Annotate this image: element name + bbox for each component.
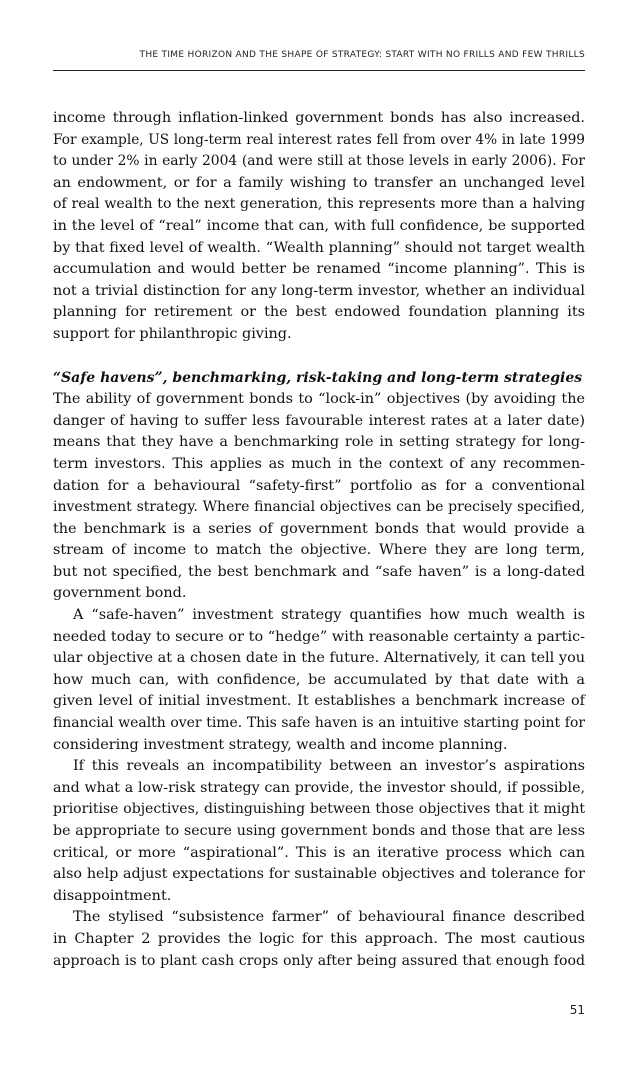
text-line: investment strategy. Where financial objectives can be precisely specified, bbox=[53, 499, 585, 516]
text-line: in Chapter 2 provides the logic for this approach. The most cautious bbox=[53, 930, 585, 947]
text-line: disappointment. bbox=[53, 887, 172, 904]
text-line: by that fixed level of wealth. “Wealth planning” should not target wealth bbox=[53, 239, 585, 256]
text-line: government bond. bbox=[53, 585, 187, 602]
text-line: how much can, with confidence, be accumulated by that date with a bbox=[53, 671, 585, 688]
text-line: The stylised “subsistence farmer” of behavioural finance described bbox=[73, 909, 585, 926]
paragraph bbox=[53, 907, 585, 972]
text-line: given level of initial investment. It establishes a benchmark increase of bbox=[53, 693, 585, 710]
paragraph bbox=[53, 389, 585, 605]
text-line: in the level of “real” income that can, with full confidence, be supported bbox=[53, 217, 585, 234]
text-line: critical, or more “aspirational”. This is an iterative process which can bbox=[53, 844, 585, 861]
body-text bbox=[53, 108, 585, 972]
paragraph bbox=[53, 756, 585, 907]
text-line: and what a low-risk strategy can provide, the investor should, if possible, bbox=[53, 779, 585, 796]
text-line: prioritise objectives, distinguishing between those objectives that it might bbox=[53, 801, 585, 818]
page-number: 51 bbox=[569, 1003, 585, 1017]
text-line: A “safe-haven” investment strategy quantifies how much wealth is bbox=[73, 607, 585, 624]
text-line: considering investment strategy, wealth and income planning. bbox=[53, 736, 508, 753]
text-line: For example, US long-term real interest rates fell from over 4% in late 1999 bbox=[53, 131, 585, 148]
text-line: the benchmark is a series of government bonds that would provide a bbox=[53, 520, 585, 537]
text-line: needed today to secure or to “hedge” with reasonable certainty a partic- bbox=[53, 628, 585, 645]
text-line: financial wealth over time. This safe haven is an intuitive starting point for bbox=[53, 715, 585, 732]
paragraph-gap bbox=[53, 346, 585, 368]
paragraph bbox=[53, 605, 585, 756]
text-line: means that they have a benchmarking role in setting strategy for long- bbox=[53, 434, 585, 451]
text-line: be appropriate to secure using government bonds and those that are less bbox=[53, 823, 585, 839]
paragraph bbox=[53, 108, 585, 346]
text-line: income through inflation-linked government bonds has also increased. bbox=[53, 110, 585, 126]
text-line: to under 2% in early 2004 (and were still at those levels in early 2006). For bbox=[53, 153, 585, 170]
section-subheading: “Safe havens”, benchmarking, risk-taking and long-term strategies bbox=[53, 369, 583, 386]
text-line: approach is to plant cash crops only after being assured that enough food bbox=[53, 952, 585, 969]
text-line: an endowment, or for a family wishing to transfer an unchanged level bbox=[53, 174, 585, 191]
text-line: accumulation and would better be renamed “income planning”. This is bbox=[53, 261, 585, 278]
text-line: but not specified, the best benchmark and “safe haven” is a long-dated bbox=[53, 563, 585, 580]
text-line: ular objective at a chosen date in the future. Alternatively, it can tell you bbox=[53, 650, 585, 667]
text-line: support for philanthropic giving. bbox=[53, 325, 292, 342]
running-header: THE TIME HORIZON AND THE SHAPE OF STRATEGY: START WITH NO FRILLS AND FEW THRILLS bbox=[139, 50, 585, 60]
text-line: not a trivial distinction for any long-term investor, whether an individual bbox=[53, 282, 585, 299]
text-line: dation for a behavioural “safety-first” portfolio as for a conventional bbox=[53, 477, 585, 494]
text-line: also help adjust expectations for sustainable objectives and tolerance for bbox=[53, 866, 585, 883]
text-line: term investors. This applies as much in the context of any recommen- bbox=[53, 455, 585, 472]
text-line: stream of income to match the objective. Where they are long term, bbox=[53, 542, 585, 559]
text-line: danger of having to suffer less favourable interest rates at a later date) bbox=[53, 412, 585, 429]
text-line: of real wealth to the next generation, this represents more than a halving bbox=[53, 196, 585, 213]
text-line: If this reveals an incompatibility between an investor’s aspirations bbox=[73, 758, 585, 775]
text-line: planning for retirement or the best endowed foundation planning its bbox=[53, 304, 585, 321]
header-rule bbox=[53, 70, 585, 71]
text-line: The ability of government bonds to “lock-in” objectives (by avoiding the bbox=[53, 391, 585, 408]
